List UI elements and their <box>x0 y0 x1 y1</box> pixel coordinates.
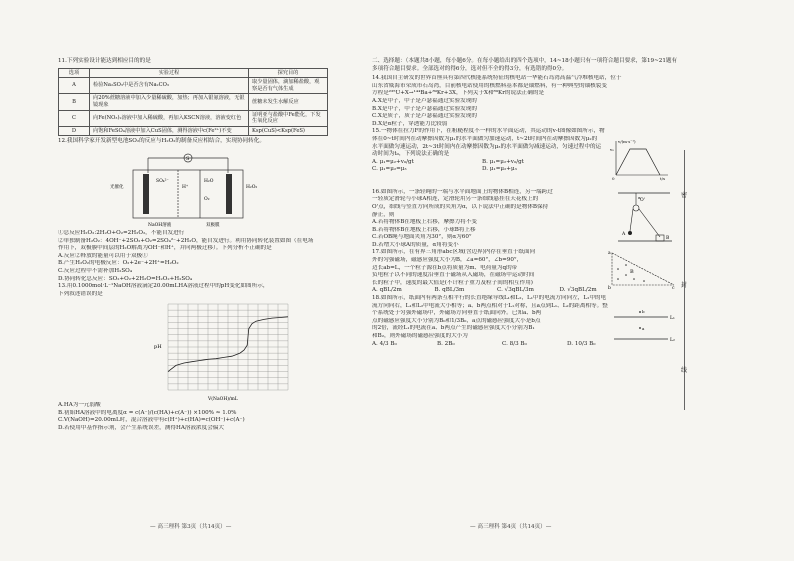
q17-line: 外的匀强磁场，磁感应强度大小为B，∠a=60°，∠b=90°， <box>372 257 523 264</box>
seal-char: 线 <box>681 367 688 374</box>
left-footer: — 高三理科 第3页（共14页）— <box>150 524 232 530</box>
q17-option-d: D. √3qBL/2m <box>559 287 597 294</box>
q14-option-d: D.X是α粒子，穿透能力比较弱 <box>372 120 448 127</box>
table-row <box>59 110 328 126</box>
fig-label: a <box>642 326 645 332</box>
fig-label: O₂ <box>204 196 210 202</box>
table-cell: 向20%蔗糖溶液中加入少量稀硫酸，加热；再加入银氨溶液，无银镜现象 <box>90 94 249 110</box>
q16-option-b: B.若将物体B在地板上右移，小球B将上移 <box>372 226 476 233</box>
table-cell: 证明亚与盐酸中Fe能化，下发生氧化反应 <box>249 110 328 126</box>
q13-title: 13.用0.1000mol·L⁻¹NaOH溶液滴定20.00mLHA溶液过程中的pH变化如图所示， <box>58 283 269 290</box>
fig-label: S <box>186 155 190 162</box>
table-cell: A <box>59 78 90 94</box>
q14-option-b: B.X是中子，中子是卢瑟福通过实验发现的 <box>372 105 477 112</box>
q12-line: 作用下，双极膜中间层的H₂O解离为OH⁻和H⁺，并向两极迁移）。下列分析不正确的是 <box>58 245 272 252</box>
q17-option-b: B. qBL/3m <box>434 287 465 294</box>
fig-label: c <box>672 286 675 290</box>
q13-titration-chart <box>148 298 298 402</box>
q15-line: 水平面做匀速运动，2t~3t时间内在动摩擦因数为μ₃的水平面做匀减速运动，匀速过程中的运动时间为t₀，下列说法正确的是 <box>372 143 602 158</box>
q18-option-d: D. 10/3 B₀ <box>567 340 596 347</box>
vt-origin: 0 <box>612 175 615 181</box>
q18-options <box>372 341 632 349</box>
left-page <box>58 58 354 433</box>
fig-label: B <box>630 269 634 276</box>
q15-options <box>372 159 592 174</box>
q16-line: 一轻质定滑轮与小球A相连，定滑轮用另一条细线悬挂在天花板上的 <box>372 196 539 203</box>
q16-pulley-figure <box>614 191 674 249</box>
right-footer: — 高三理科 第4页（共14页）— <box>470 524 552 530</box>
q11-title: 11.下列实验设计能达到相应目的的是 <box>58 58 151 64</box>
fig-label: O' <box>640 197 645 203</box>
q16-option-d: D.若增大小球A的质量，α角将变小 <box>372 241 459 248</box>
q14-option-a: A.X是中子，中子是卢瑟福通过实验发现的 <box>372 97 477 104</box>
q13-title2: 下列叙述错误的是 <box>58 290 103 297</box>
q18-option-a: A. 4/3 B₀ <box>372 340 397 347</box>
q16-line: 静止，则 <box>372 211 395 218</box>
q17-line: 17.如图所示，在有界三角形abc区域(含边界)内存在垂直于纸面向 <box>372 249 536 256</box>
table-cell: D <box>59 126 90 136</box>
fig-label: α <box>638 194 641 200</box>
q18-line: 18.如图所示，纸面内有两条互相平行的长直绝缘导线L₁和L₂，L₁中的电流方向向左，L₂中的电 <box>372 295 607 302</box>
table-cell: Ksp(CuS)<Ksp(FeS) <box>249 126 328 136</box>
q18-wires-figure <box>610 309 676 349</box>
q13-option-b: B.初始HA溶液中的电离度α = c(A⁻)/(c(HA)+c(A⁻)) ×100% ≈ 1.0% <box>58 409 237 416</box>
fig-label: H₂O₂ <box>246 184 258 190</box>
fig-label: H₂O <box>204 178 214 184</box>
q16-option-c: C.若OB绳与地面夹角为30°，则α为60° <box>372 234 472 241</box>
table-header: 实验过程 <box>90 68 249 78</box>
fig-label: 双极膜 <box>206 222 220 228</box>
q12-line: ①总反应H₂O₂:2H₂O+O₂=2H₂O₂，不能自发进行 <box>58 229 185 236</box>
table-header: 探究目的 <box>249 68 328 78</box>
fig-label: a <box>608 251 611 257</box>
vt-v0: v₀ <box>610 146 614 152</box>
q18-line: 个系统处于匀强外磁场中，外磁场方向垂直于纸面向外。已知a、b两 <box>372 310 542 317</box>
chart-ylabel: pH <box>154 344 162 351</box>
q17-option-a: A. qBL/2m <box>372 287 402 294</box>
q16-line: O'点，细线与竖直方向所成的夹角为α，以下说法中正确的是物体B保持 <box>372 203 549 210</box>
q16-option-a: A.若将物体B在地板上右移，摩擦力将不变 <box>372 219 478 226</box>
q18-option-c: C. 8/3 B₀ <box>502 340 527 347</box>
q12-title: 12.我国科学家开发新型电池SO₂的反应与H₂O₂的制备反应相结合，实现协同转化。 <box>58 138 265 145</box>
table-header: 选项 <box>59 68 90 78</box>
q18-line: 的2倍，流经L₁的电流在a、b两点产生的磁感应强度大小分别为B₁ <box>372 325 535 332</box>
seal-line <box>681 150 693 410</box>
q18-line: 点的磁感应强度大小分别为B₀和1/3B₀，a点的磁感应强度大小是b点 <box>372 317 541 324</box>
vt-ylabel: v/(m·s⁻¹) <box>618 138 636 144</box>
q13-option-a: A.HA为一元弱酸 <box>58 402 101 409</box>
seal-char: 密 <box>681 192 688 199</box>
q15-vt-graph <box>610 137 670 181</box>
q14-line: 方程是²³⁵U+X→¹⁴⁴Ba+⁸⁹Kr+3X，下列关于X和⁸⁹Kr的说法正确的是 <box>372 90 545 97</box>
vt-xlabel: t/s <box>660 175 666 181</box>
q11-table <box>58 68 328 137</box>
table-cell: 向Fe(NO₃)₂溶液中加入稀硫酸，再加入KSCN溶液，溶液变红色 <box>90 110 249 126</box>
seal-char: 封 <box>681 282 688 289</box>
q14-option-c: C.X是质子，质子是卢瑟福通过实验发现的 <box>372 113 477 120</box>
q15-option-a: A. μ₁=μ₂+v₀/gt <box>372 158 414 165</box>
fig-label: SO₄²⁻ <box>156 178 169 184</box>
table-cell: B <box>59 94 90 110</box>
q17-options <box>372 287 622 295</box>
q17-line: 长的粒子中，速度的最大值是(不计粒子重力及粒子间的相互作用) <box>372 279 533 286</box>
fig-label: A <box>622 231 626 237</box>
q18-line: 和B₂，则外磁场的磁感应强度的大小为 <box>372 333 468 339</box>
q18-line: 流方向向右，L₁和L₂中电流大小相等；a、b两点相对于L₁对称，且a点到L₁、L₂的距离相等。整 <box>372 302 608 309</box>
fig-label: L₁ <box>670 316 675 322</box>
q14-line: 14.我国自主研发的世界首座具有第四代核能系统特征的核电站一华能石岛湾高温气冷堆核电站，位于 <box>372 75 622 82</box>
q12-option-a: A.反应②释放的能量可以用于双极① <box>58 252 148 259</box>
q12-electrolysis-figure <box>108 148 268 230</box>
fig-label: B <box>666 235 670 241</box>
table-cell: C <box>59 110 90 126</box>
section-2-heading: 二、选择题：（本题共8小题，每小题6分。在每小题给出的四个选项中，14~18小题只有一项符合题目要求，第19~21题有多项符合题目要求。全部选对的得6分，选对但不全的得3分，有选错的得0分。 <box>372 58 678 72</box>
table-cell: 向饱和FeSO₄溶液中加入CuS固体，测得溶液中c(Fe²⁺)不变 <box>90 126 249 136</box>
table-cell: 检验Na₂SO₃中是否含有Na₂CO₃ <box>90 78 249 94</box>
q14-line: 山东省威海市荣成市石岛湾，目前核电站使用的核燃料基本都是铀燃料，有一种典型的铀核裂变 <box>372 82 607 89</box>
fig-label: 光催化 <box>110 184 124 190</box>
q17-option-c: C. √3qBL/3m <box>497 287 534 294</box>
q15-option-c: C. μ₁=μ₂=μ₃ <box>372 166 407 173</box>
fig-label: b <box>642 309 645 315</box>
q15-option-d: D. μ₁=μ₂+μ₃ <box>482 166 517 173</box>
table-row <box>59 78 328 94</box>
q15-line: 15.一物体在拉力F的作用下，在粗糙程度不一样的水平面运动，其运动的v-t图像如图所示，物 <box>372 128 605 135</box>
q12-option-d: D.协同转化总反应：SO₂+O₂+2H₂O=H₂O₂+H₂SO₄ <box>58 275 193 282</box>
q12-option-c: C.反应过程中不需补加H₂SO₄ <box>58 267 132 274</box>
q13-option-c: C.V(NaOH)=20.00mL时，混合溶液中有c(H⁺)+c(HA)=c(OH⁻)+c(A⁻) <box>58 417 245 424</box>
table-row <box>59 94 328 110</box>
q12-line: ②单独制备H₂O₂：4OH⁻+2SO₂+O₂=2SO₄²⁻+2H₂O，能自发进行。利用协同转化装置如图（在电场 <box>58 237 314 244</box>
q13-option-d: D.若使用甲基作指示剂，会产生系统误差，测得HA溶液浓度会偏大 <box>58 425 225 432</box>
q12-option-b: B.产生H₂O₂的电极反应：O₂+2e⁻+2H⁺=H₂O₂ <box>58 260 179 267</box>
table-cell: 取少量固体，滴加稀盐酸，观察是否有气体生成 <box>249 78 328 94</box>
table-row <box>59 126 328 136</box>
q17-line: 负电粒子以不同的速度沿垂直于磁场从入磁场，在磁场中运动时间 <box>372 272 535 279</box>
table-cell: 蔗糖未发生水解反应 <box>249 94 328 110</box>
q17-triangle-field <box>608 249 678 289</box>
fig-label: b <box>608 286 611 290</box>
q16-line: 16.如图所示，一条轻绳的一端与水平面地面上的物体B相连，另一端跨过 <box>372 188 553 195</box>
q15-option-b: B. μ₁=μ₂+v₀/gt <box>482 158 524 165</box>
fig-label: L₂ <box>670 338 675 344</box>
fig-label: NaOH溶液 <box>148 222 172 228</box>
chart-xlabel: V(NaOH)/mL <box>208 397 238 403</box>
fig-label: H⁺ <box>182 184 189 190</box>
q17-line: 边长ab=L，一个粒子源在b点将质量为m、电荷量为q的带 <box>372 264 518 271</box>
q18-option-b: B. 2B₀ <box>437 340 455 347</box>
right-page <box>372 58 678 348</box>
q15-line: 体在0~t时间内在动摩擦因数为μ₁的水平面做匀加速运动，t~2t时间内在动摩擦因数为μ₂的 <box>372 135 598 142</box>
